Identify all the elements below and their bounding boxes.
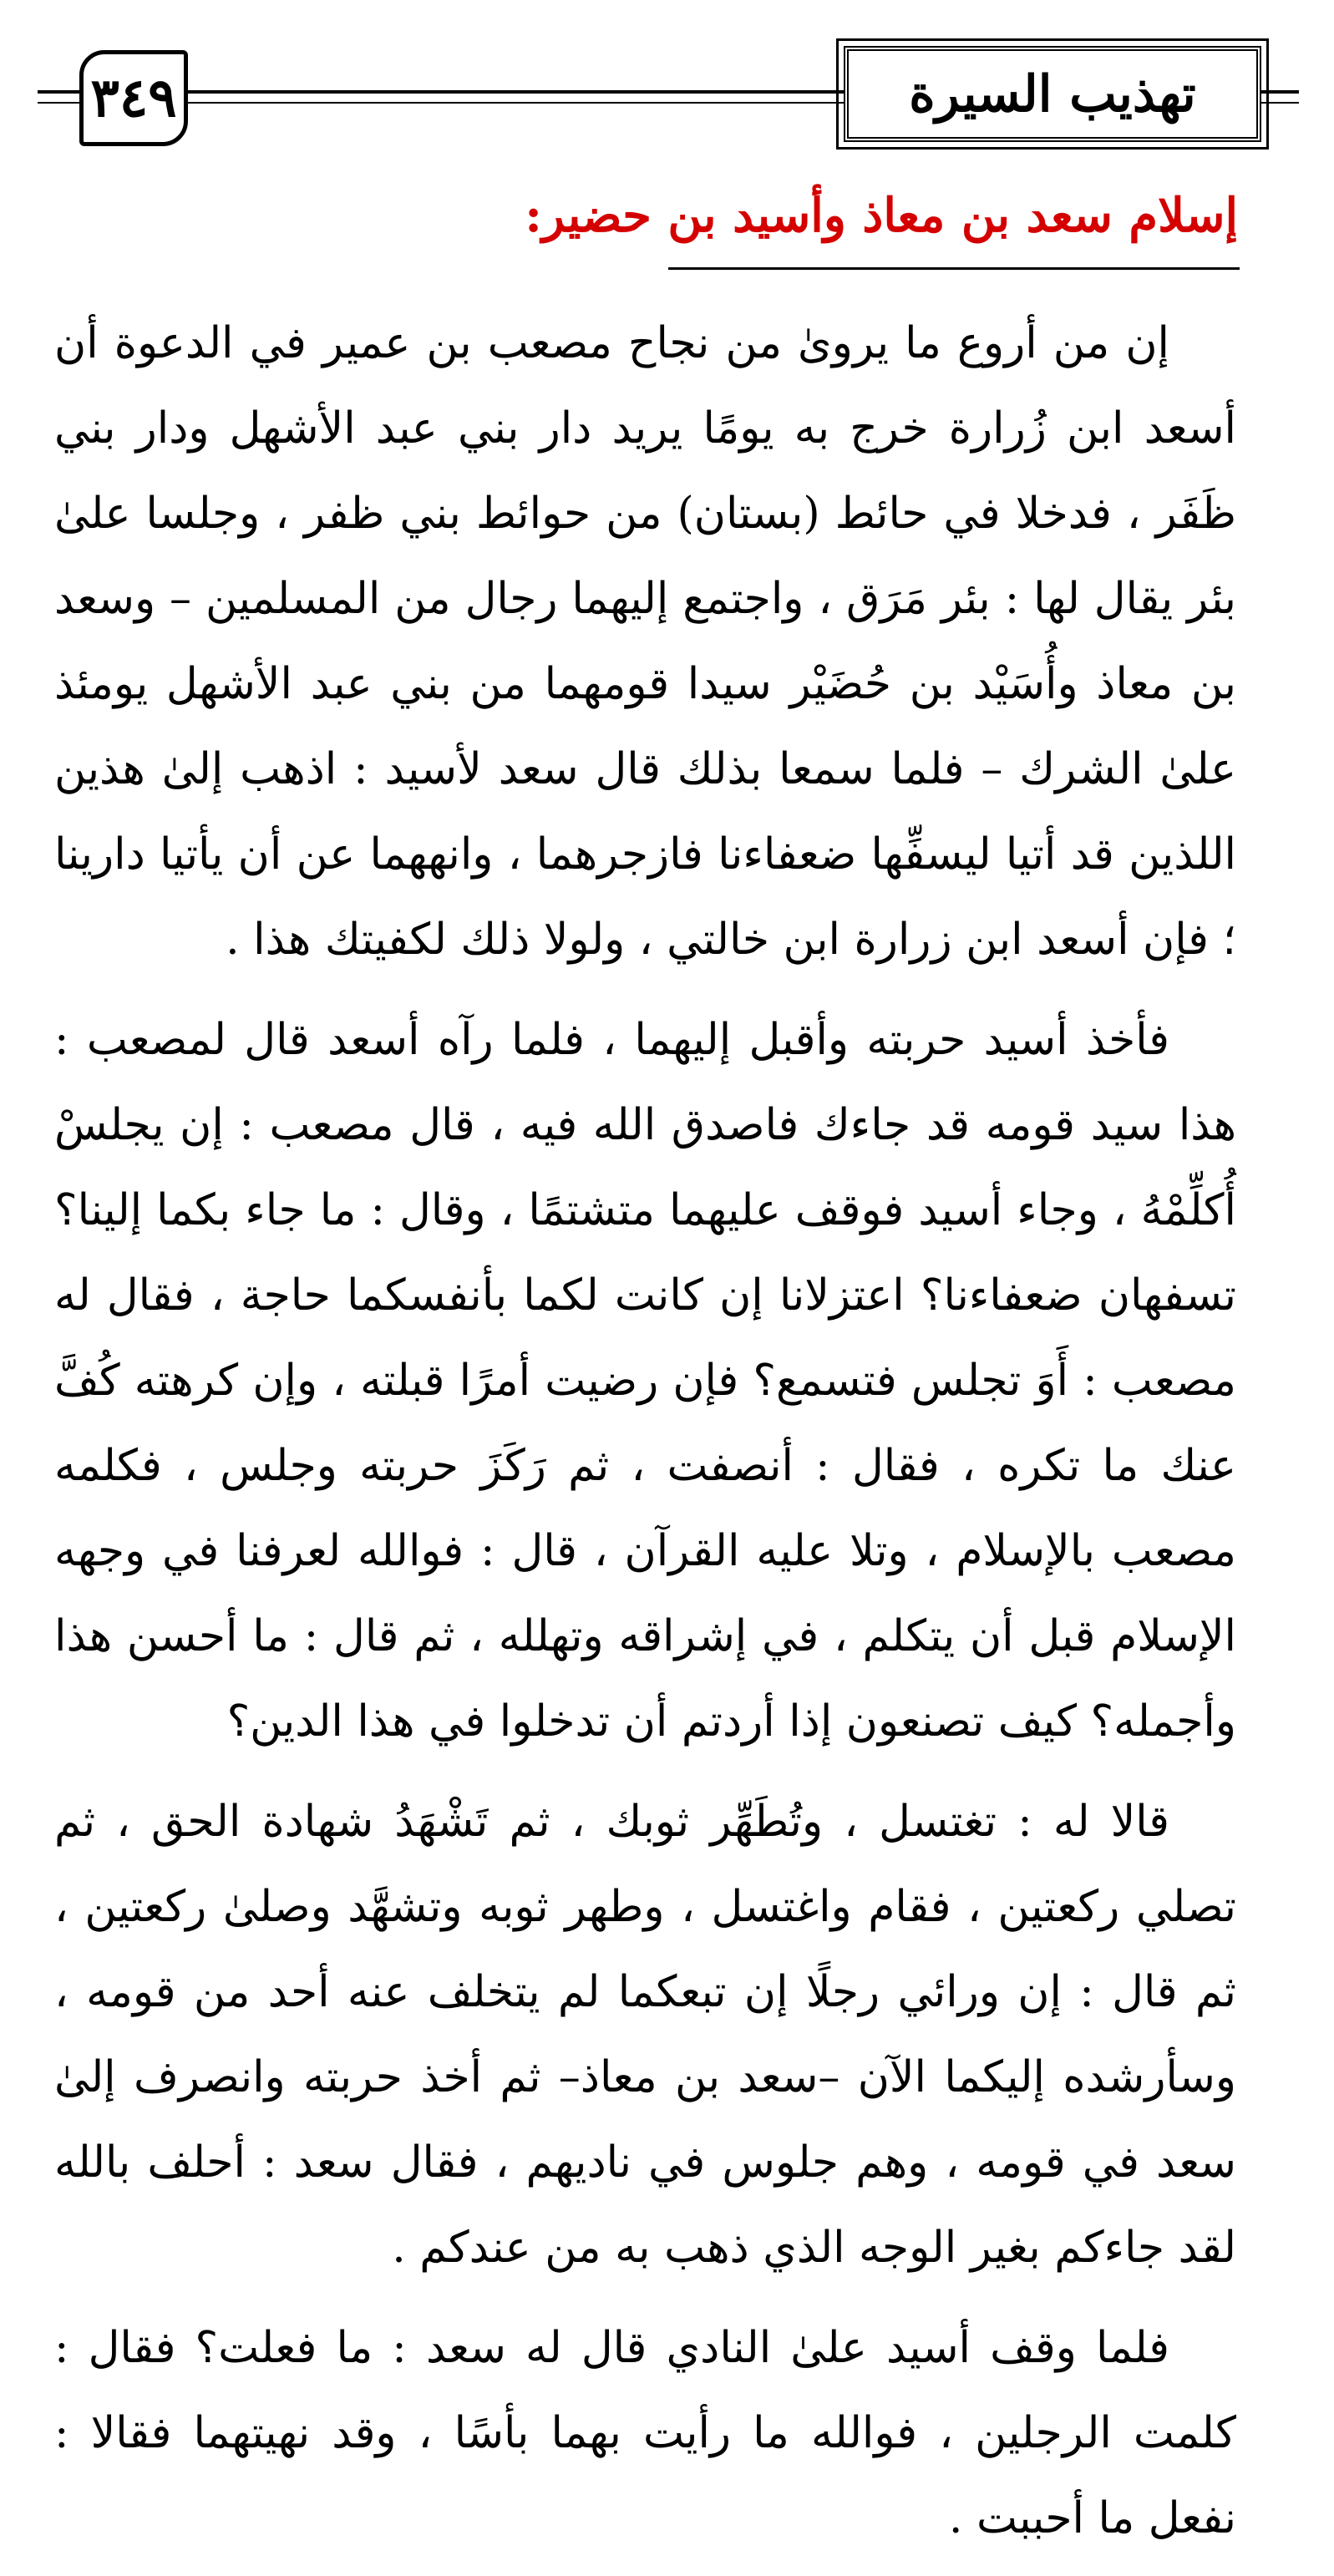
- section-title: إسلام سعد بن معاذ وأسيد بن حضير:: [525, 188, 1238, 243]
- paragraph-2: فأخذ أسيد حربته وأقبل إليهما ، فلما رآه أسعد قال لمصعب : هذا سيد قومه قد جاءك فاصدق الله فيه ، قال مصعب : إن يجلسْ أُكلِّمْهُ ، وجاء أسيد فوقف عليهما متشتمًا ، وقال : ما جاء بكما إلينا؟ تسفهان ضعفاءنا؟ اعتزلانا إن كانت لكما بأنفسكما حاجة ، فقال له مصعب : أَوَ تجلس فتسمع؟ فإن رضيت أمرًا قبلته ، وإن كرهته كُفَّ عنك ما تكره ، فقال : أنصفت ، ثم رَكَزَ حربته وجلس ، فكلمه مصعب بالإسلام ، وتلا عليه القرآن ، قال : فوالله لعرفنا في وجهه الإسلام قبل أن يتكلم ، في إشراقه وتهلله ، ثم قال : ما أحسن هذا وأجمله؟ كيف تصنعون إذا أردتم أن تدخلوا في هذا الدين؟: [54, 1015, 1236, 1747]
- header-rule-right-2: [1261, 102, 1299, 104]
- paragraph-3: قالا له : تغتسل ، وتُطَهِّر ثوبك ، ثم تَشْهَدُ شهادة الحق ، ثم تصلي ركعتين ، فقام واغتسل ، وطهر ثوبه وتشهَّد وصلىٰ ركعتين ، ثم قال : إن ورائي رجلًا إن تبعكما لم يتخلف عنه أحد من قومه ، وسأرشده إليكما الآن –سعد بن معاذ– ثم أخذ حربته وانصرف إلىٰ سعد في قومه ، وهم جلوس في ناديهم ، فقال سعد : أحلف بالله لقد جاءكم بغير الوجه الذي ذهب به من عندكم .: [54, 1797, 1236, 2273]
- page-number: ٣٤٩: [79, 50, 188, 146]
- page-header: [0, 0, 1334, 159]
- book-title: تهذيب السيرة: [844, 46, 1261, 142]
- paragraph-4: فلما وقف أسيد علىٰ النادي قال له سعد : ما فعلت؟ فقال : كلمت الرجلين ، فوالله ما رأيت بهما بأسًا ، وقد نهيتهما فقالا : نفعل ما أحببت .: [54, 2323, 1236, 2543]
- paragraph-1: إن من أروع ما يروىٰ من نجاح مصعب بن عمير في الدعوة أن أسعد ابن زُرارة خرج به يومًا يريد دار بني عبد الأشهل ودار بني ظَفَر ، فدخلا في حائط (بستان) من حوائط بني ظفر ، وجلسا علىٰ بئر يقال لها : بئر مَرَق ، واجتمع إليهما رجال من المسلمين – وسعد بن معاذ وأُسَيْد بن حُضَيْر سيدا قومهما من بني عبد الأشهل يومئذ علىٰ الشرك – فلما سمعا بذلك قال سعد لأسيد : اذهب إلىٰ هذين اللذين قد أتيا ليسفِّها ضعفاءنا فازجرهما ، وانههما عن أن يأتيا دارينا ؛ فإن أسعد ابن زرارة ابن خالتي ، ولولا ذلك لكفيتك هذا .: [54, 318, 1236, 965]
- header-rule-right: [1261, 90, 1299, 94]
- body-text: [54, 301, 1236, 2576]
- section-title-underline: [668, 267, 1240, 270]
